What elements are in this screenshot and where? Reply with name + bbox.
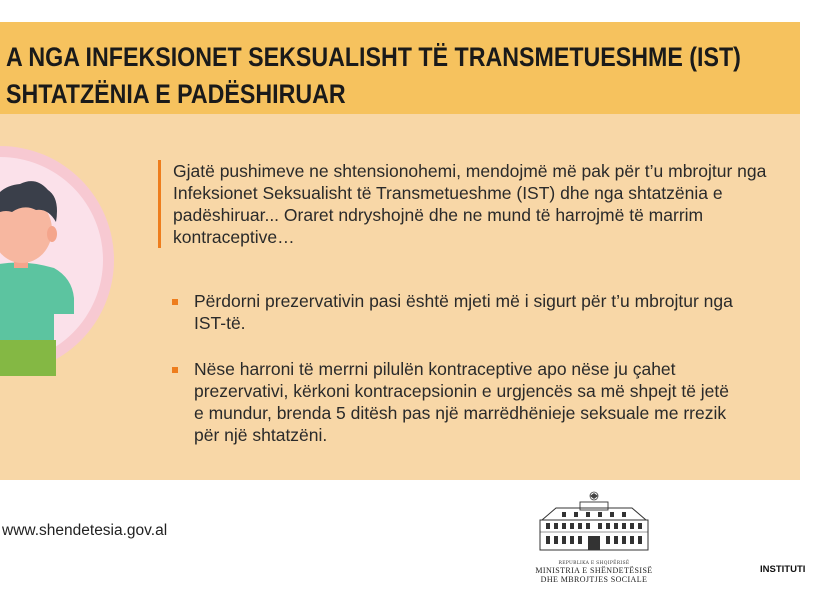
footer	[0, 480, 806, 600]
advice-line: Nëse harroni të merrni pilulën kontraceptive apo nëse ju çahet	[194, 359, 676, 379]
ministry-logo	[532, 490, 656, 584]
intro-line: Gjatë pushimeve ne shtensionohemi, mendojmë më pak për t’u mbrojtur nga	[173, 161, 767, 181]
intro-line: Infeksionet Seksualisht të Transmetueshme (IST) dhe nga shtatzënia e	[173, 183, 723, 203]
intro-line: padëshiruar... Oraret ndryshojnë dhe ne mund të harrojmë të marrim	[173, 205, 704, 225]
header-banner	[0, 22, 800, 114]
ministry-building-icon	[532, 490, 656, 554]
ministry-name-line1: MINISTRIA E SHËNDETËSISË	[535, 566, 653, 575]
bullet-square-icon	[172, 367, 178, 373]
ministry-republic: REPUBLIKA E SHQIPËRISË	[558, 561, 630, 566]
person-illustration	[0, 138, 120, 398]
advice-line: Përdorni prezervativin pasi është mjeti më i sigurt për t’u mbrojtur nga	[194, 291, 733, 311]
advice-line: prezervativi, kërkoni kontracepsionin e urgjencës sa më shpejt të jetë	[194, 381, 729, 401]
advice-list	[172, 290, 812, 470]
shorts-icon	[0, 340, 56, 376]
ministry-name-line2: DHE MBROJTJES SOCIALE	[540, 575, 648, 584]
advice-line: për një shtatzëni.	[194, 425, 328, 445]
bullet-square-icon	[172, 299, 178, 305]
advice-item-emergency	[172, 358, 812, 446]
advice-item-condom	[172, 290, 812, 334]
header-title-line2: SHTATZËNIA E PADËSHIRUAR	[6, 79, 346, 109]
content-panel	[0, 114, 800, 480]
advice-line: IST-të.	[194, 313, 246, 333]
advice-line: e mundur, brenda 5 ditësh pas një marrëdhënieje seksuale me rrezik	[194, 403, 727, 423]
header-title-line1: A NGA INFEKSIONET SEKSUALISHT TË TRANSMETUESHME (IST)	[6, 42, 741, 72]
institute-label: INSTITUTI	[760, 564, 806, 575]
intro-line: kontraceptive…	[173, 227, 295, 247]
website-link[interactable]: www.shendetesia.gov.al	[2, 522, 168, 539]
intro-paragraph	[158, 160, 833, 248]
